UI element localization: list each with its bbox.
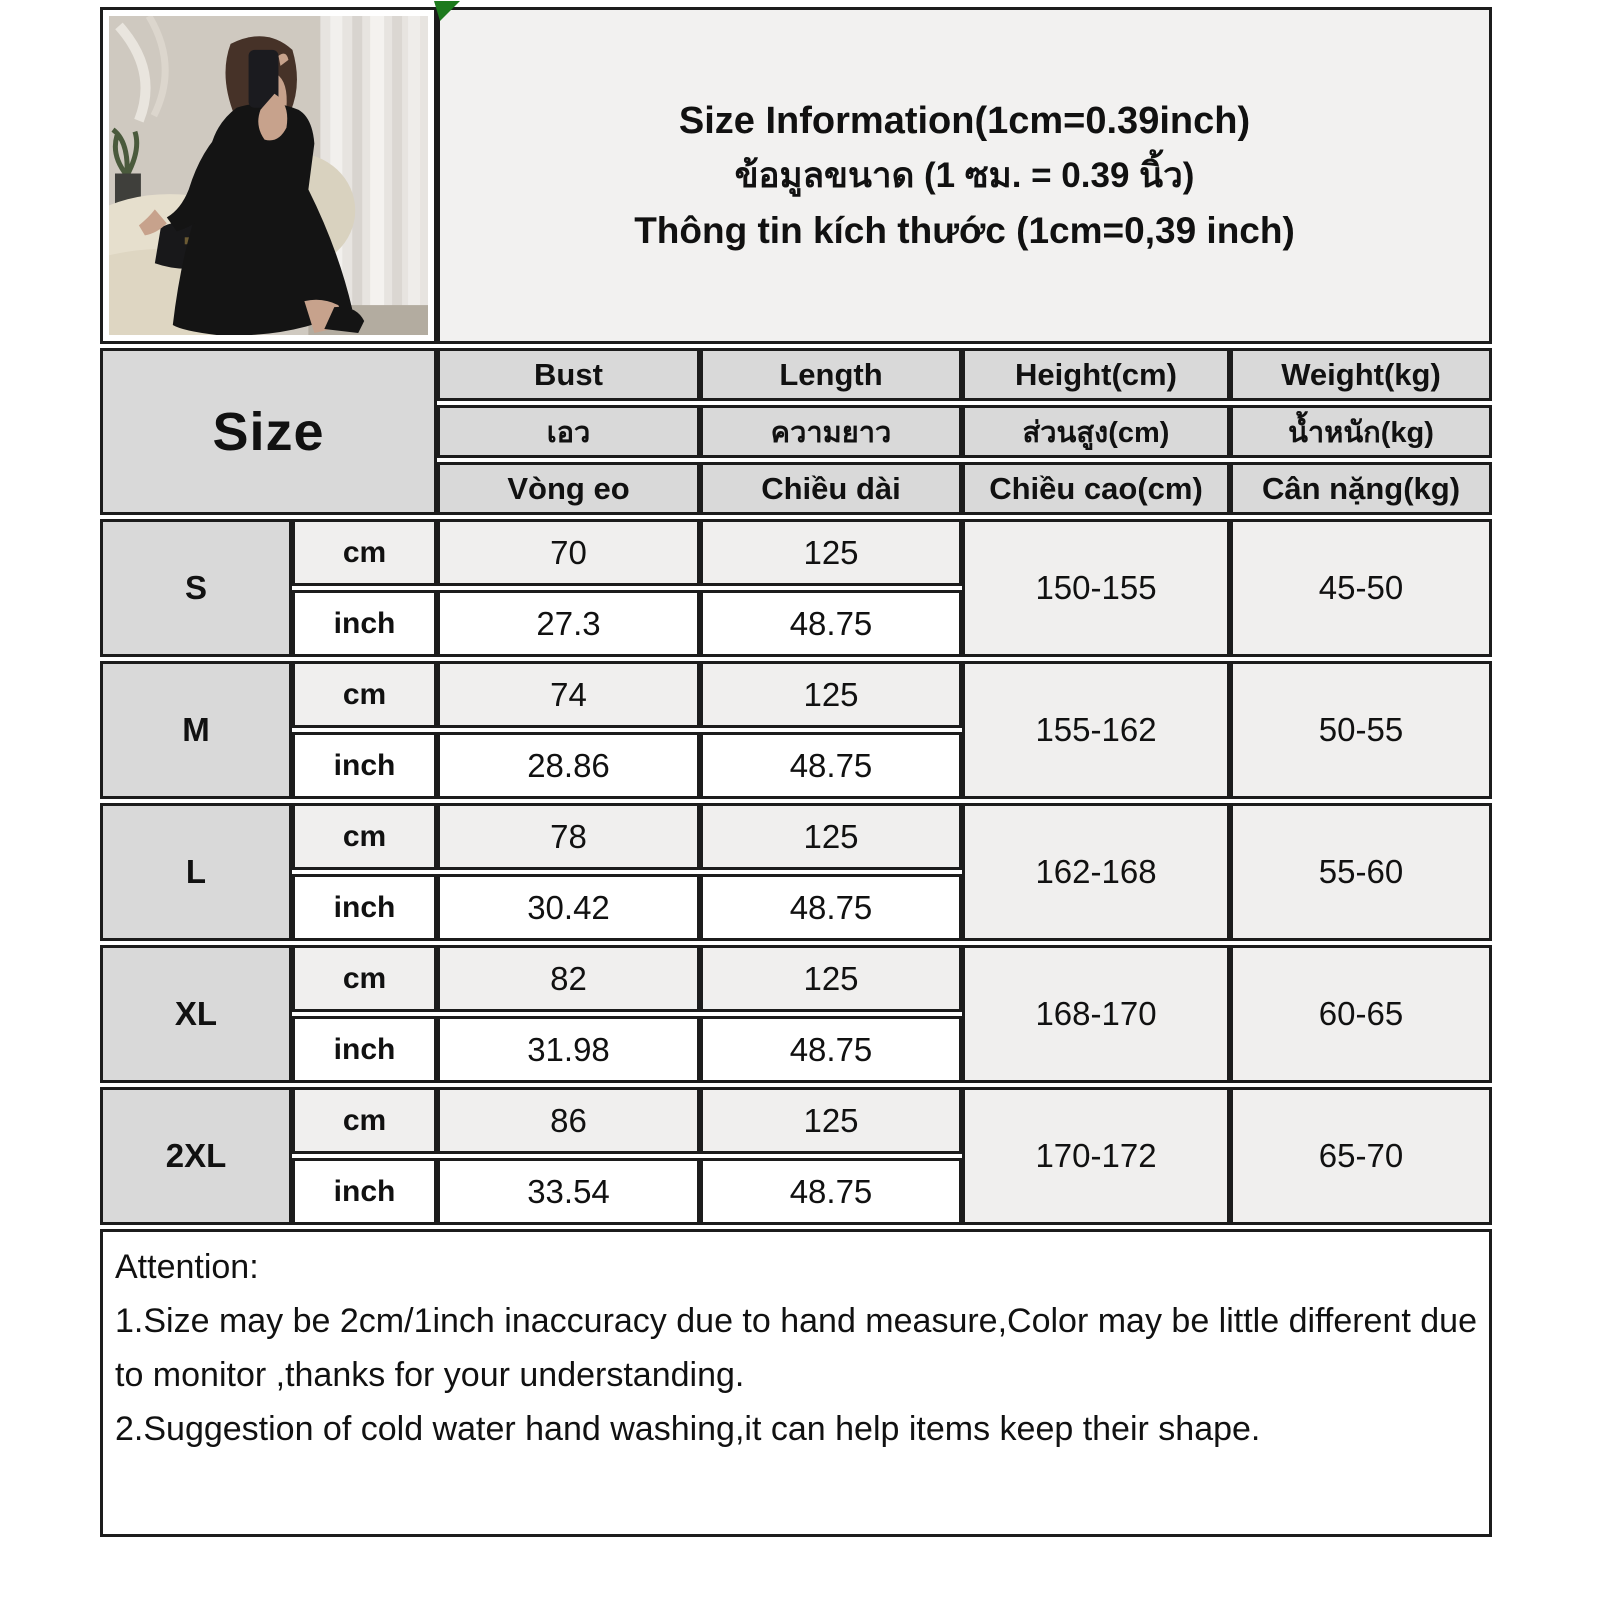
- title-cell: [437, 7, 1492, 344]
- s-bust-cm: 70: [437, 519, 700, 586]
- size-label-s: S: [100, 519, 292, 657]
- unit-inch-2xl: inch: [292, 1158, 437, 1225]
- unit-inch-s: inch: [292, 590, 437, 657]
- 2xl-weight-range: 65-70: [1230, 1087, 1492, 1225]
- l-bust-cm: 78: [437, 803, 700, 870]
- size-header-cell: Size: [100, 348, 437, 515]
- col-header-height-en: Height(cm): [962, 348, 1230, 401]
- l-weight-range: 55-60: [1230, 803, 1492, 941]
- header-row-english: [100, 348, 1492, 401]
- attention-box: [100, 1229, 1492, 1537]
- col-header-height-th: ส่วนสูง(cm): [962, 405, 1230, 458]
- s-bust-inch: 27.3: [437, 590, 700, 657]
- s-weight-range: 45-50: [1230, 519, 1492, 657]
- size-label-xl: XL: [100, 945, 292, 1083]
- attention-heading: Attention:: [115, 1248, 259, 1286]
- unit-cm-2xl: cm: [292, 1087, 437, 1154]
- size-row-l-cm: [100, 803, 1492, 870]
- size-label-m: M: [100, 661, 292, 799]
- unit-cm-l: cm: [292, 803, 437, 870]
- attention-note-1: 1.Size may be 2cm/1inch inaccuracy due to hand measure,Color may be little different due to monitor ,thanks for your understanding.: [115, 1302, 1477, 1394]
- unit-inch-m: inch: [292, 732, 437, 799]
- col-header-height-vi: Chiều cao(cm): [962, 462, 1230, 515]
- xl-bust-inch: 31.98: [437, 1016, 700, 1083]
- m-height-range: 155-162: [962, 661, 1230, 799]
- attention-row: [100, 1229, 1492, 1537]
- xl-weight-range: 60-65: [1230, 945, 1492, 1083]
- m-bust-inch: 28.86: [437, 732, 700, 799]
- unit-inch-xl: inch: [292, 1016, 437, 1083]
- size-label-2xl: 2XL: [100, 1087, 292, 1225]
- title-thai: ข้อมูลขนาด (1 ซม. = 0.39 นิ้ว): [734, 155, 1195, 195]
- unit-inch-l: inch: [292, 874, 437, 941]
- col-header-weight-vi: Cân nặng(kg): [1230, 462, 1492, 515]
- attention-note-2: 2.Suggestion of cold water hand washing,it can help items keep their shape.: [115, 1410, 1261, 1448]
- s-length-inch: 48.75: [700, 590, 962, 657]
- col-header-bust-en: Bust: [437, 348, 700, 401]
- product-photo: [109, 16, 428, 335]
- s-height-range: 150-155: [962, 519, 1230, 657]
- size-row-2xl-cm: [100, 1087, 1492, 1154]
- green-corner-marker: [434, 1, 460, 21]
- col-header-bust-vi: Vòng eo: [437, 462, 700, 515]
- 2xl-length-inch: 48.75: [700, 1158, 962, 1225]
- size-information-table: [100, 3, 1492, 1541]
- l-length-cm: 125: [700, 803, 962, 870]
- xl-length-inch: 48.75: [700, 1016, 962, 1083]
- col-header-weight-th: น้ำหนัก(kg): [1230, 405, 1492, 458]
- size-label-l: L: [100, 803, 292, 941]
- m-length-cm: 125: [700, 661, 962, 728]
- unit-cm-xl: cm: [292, 945, 437, 1012]
- col-header-length-th: ความยาว: [700, 405, 962, 458]
- unit-cm-m: cm: [292, 661, 437, 728]
- 2xl-bust-inch: 33.54: [437, 1158, 700, 1225]
- 2xl-bust-cm: 86: [437, 1087, 700, 1154]
- size-row-s-cm: [100, 519, 1492, 586]
- title-vietnamese: Thông tin kích thước (1cm=0,39 inch): [634, 209, 1295, 251]
- 2xl-height-range: 170-172: [962, 1087, 1230, 1225]
- xl-bust-cm: 82: [437, 945, 700, 1012]
- l-height-range: 162-168: [962, 803, 1230, 941]
- l-bust-inch: 30.42: [437, 874, 700, 941]
- size-row-m-cm: [100, 661, 1492, 728]
- l-length-inch: 48.75: [700, 874, 962, 941]
- 2xl-length-cm: 125: [700, 1087, 962, 1154]
- col-header-length-vi: Chiều dài: [700, 462, 962, 515]
- xl-length-cm: 125: [700, 945, 962, 1012]
- unit-cm-s: cm: [292, 519, 437, 586]
- s-length-cm: 125: [700, 519, 962, 586]
- photo-title-row: [100, 7, 1492, 344]
- product-photo-illustration: [109, 16, 428, 335]
- product-photo-cell: [100, 7, 437, 344]
- title-english: Size Information(1cm=0.39inch): [678, 99, 1251, 142]
- col-header-length-en: Length: [700, 348, 962, 401]
- col-header-weight-en: Weight(kg): [1230, 348, 1492, 401]
- m-weight-range: 50-55: [1230, 661, 1492, 799]
- size-row-xl-cm: [100, 945, 1492, 1012]
- m-bust-cm: 74: [437, 661, 700, 728]
- m-length-inch: 48.75: [700, 732, 962, 799]
- col-header-bust-th: เอว: [437, 405, 700, 458]
- size-chart-sheet: [100, 3, 1492, 1541]
- xl-height-range: 168-170: [962, 945, 1230, 1083]
